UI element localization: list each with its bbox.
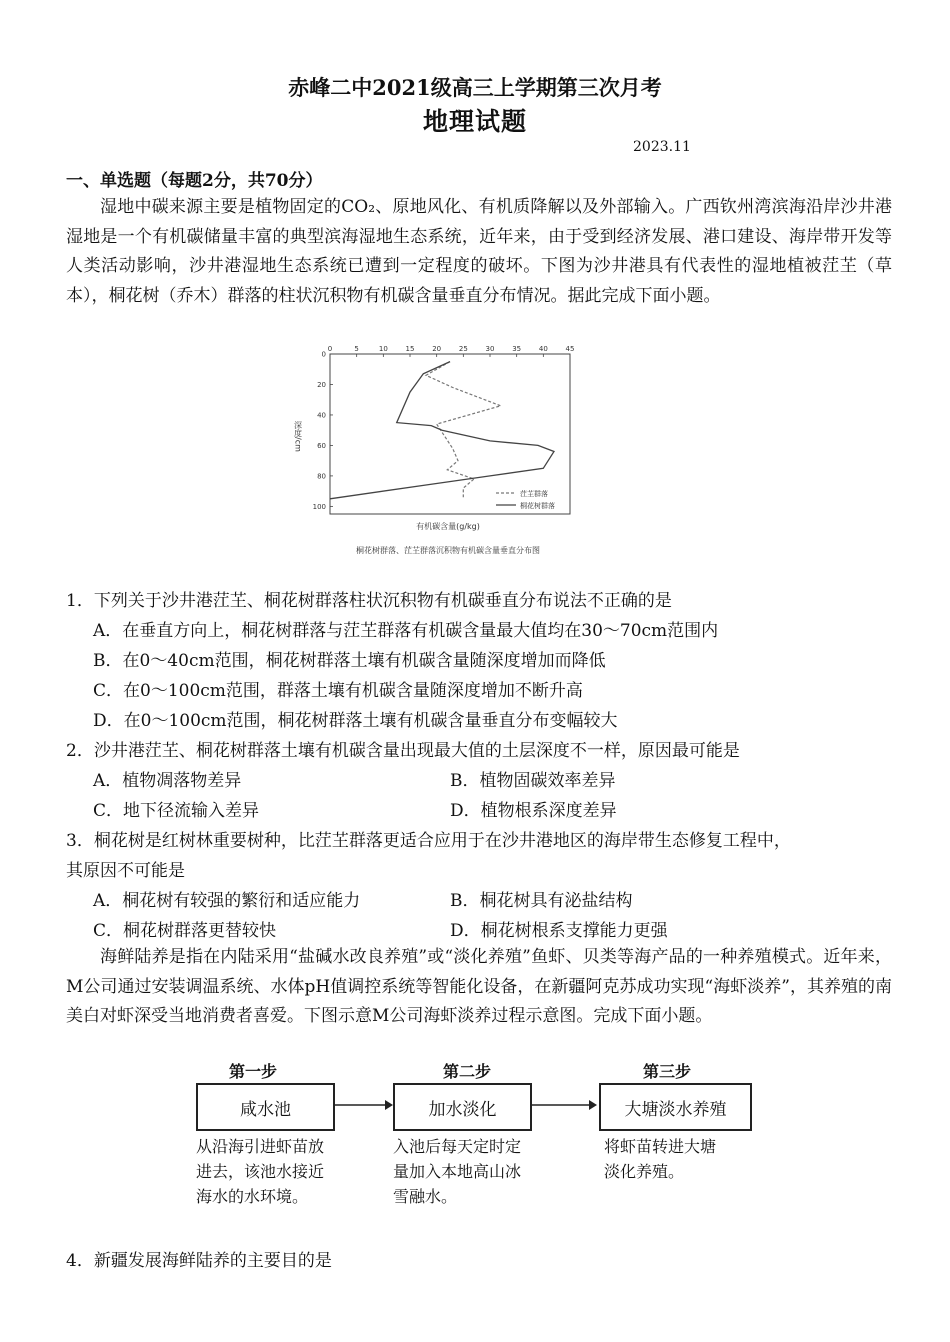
question-4-stem: 4．新疆发展海鲜陆养的主要目的是 — [66, 1251, 332, 1271]
question-3-option-b: B．桐花树具有泌盐结构 — [450, 891, 633, 911]
y-axis-label: 深度/cm — [293, 421, 303, 452]
y-tick-label: 0 — [321, 350, 326, 359]
organic-carbon-chart — [290, 343, 580, 563]
step-3-box — [599, 1083, 752, 1131]
section-heading: 一、单选题（每题2分，共70分） — [66, 171, 323, 191]
question-3-option-c: C．桐花树群落更替较快 — [93, 921, 277, 941]
step-1-label: 第一步 — [229, 1062, 278, 1081]
chart-legend — [496, 489, 555, 510]
x-tick-label: 35 — [512, 345, 522, 353]
question-3-stem-line2: 其原因不可能是 — [66, 861, 185, 881]
step-1-box-text: 咸水池 — [240, 1099, 291, 1120]
step-1-box — [196, 1083, 335, 1131]
question-1-option-a: A．在垂直方向上，桐花树群落与茳芏群落有机碳含量最大值均在30～70cm范围内 — [93, 621, 719, 641]
question-1-option-d: D．在0～100cm范围，桐花树群落土壤有机碳含量垂直分布变幅较大 — [93, 711, 618, 731]
question-1-option-c: C．在0～100cm范围，群落土壤有机碳含量随深度增加不断升高 — [93, 681, 583, 701]
question-3-stem-line1: 3．桐花树是红树林重要树种，比茳芏群落更适合应用于在沙井港地区的海岸带生态修复工程中， — [66, 831, 791, 851]
y-tick-label: 40 — [317, 411, 326, 420]
x-tick-label: 10 — [378, 345, 388, 353]
step-3-description: 将虾苗转进大塘 淡化养殖。 — [604, 1137, 717, 1181]
question-1-option-b: B．在0～40cm范围，桐花树群落土壤有机碳含量随深度增加而降低 — [93, 651, 606, 671]
x-tick-label: 15 — [405, 345, 415, 353]
question-1-stem: 1．下列关于沙井港茳芏、桐花树群落柱状沉积物有机碳垂直分布说法不正确的是 — [66, 591, 672, 611]
step-3-box-text: 大塘淡水养殖 — [624, 1099, 727, 1120]
question-2-option-a: A．植物凋落物差异 — [93, 771, 242, 791]
exam-date: 2023.11 — [633, 139, 691, 155]
passage-seafood-farming: 海鲜陆养是指在内陆采用“盐碱水改良养殖”或“淡化养殖”鱼虾、贝类等海产品的一种养殖模式。近年来，M公司通过安装调温系统、水体pH值调控系统等智能化设备，在新疆阿克苏成功实现“海虾淡养”，其养殖的南美白对虾深受当地消费者喜爱。下图示意M公司海虾淡养过程示意图。完成下面小题。 — [66, 947, 892, 1026]
step-1-description: 从沿海引进虾苗放 进去，该池水接近 海水的水环境。 — [196, 1137, 325, 1206]
series-line-jiangdu — [426, 362, 501, 498]
question-2-option-b: B．植物固碳效率差异 — [450, 771, 616, 791]
step-2-box-text: 加水淡化 — [428, 1099, 497, 1120]
y-tick-label: 80 — [317, 472, 326, 481]
passage-wetland: 湿地中碳来源主要是植物固定的CO₂、原地风化、有机质降解以及外部输入。广西钦州湾滨海沿岸沙井港湿地是一个有机碳储量丰富的典型滨海湿地生态系统，近年来，由于受到经济发展、港口建设、海岸带开发等人类活动影响，沙井港湿地生态系统已遭到一定程度的破坏。下图为沙井港具有代表性的湿地植被茳芏（草本），桐花树（乔木）群落的柱状沉积物有机碳含量垂直分布情况。据此完成下面小题。 — [66, 197, 892, 306]
x-tick-label: 0 — [327, 345, 333, 353]
step-3-label: 第三步 — [643, 1062, 692, 1081]
question-2-option-d: D．植物根系深度差异 — [450, 801, 617, 821]
question-3-option-a: A．桐花树有较强的繁衍和适应能力 — [93, 891, 361, 911]
arrow-step1-to-step2 — [333, 1097, 395, 1113]
y-tick-label: 60 — [317, 441, 326, 450]
chart-caption: 桐花树群落、茳芏群落沉积物有机碳含量垂直分布图 — [356, 546, 540, 555]
x-tick-label: 30 — [485, 345, 495, 353]
legend-item-tonghuashu: 桐花树群落 — [520, 502, 555, 510]
subject-title: 地理试题 — [422, 107, 527, 136]
question-3-option-d: D．桐花树根系支撑能力更强 — [450, 921, 668, 941]
question-2-option-c: C．地下径流输入差异 — [93, 801, 260, 821]
x-tick-label: 45 — [565, 345, 575, 353]
legend-item-jiangdu: 茳芏群落 — [520, 490, 548, 498]
x-tick-label: 5 — [354, 345, 359, 353]
x-tick-label: 40 — [538, 345, 548, 353]
y-tick-label: 100 — [312, 502, 326, 511]
arrow-step2-to-step3 — [530, 1097, 600, 1113]
step-2-label: 第二步 — [443, 1062, 492, 1081]
step-2-box — [393, 1083, 532, 1131]
y-tick-label: 20 — [317, 380, 326, 389]
x-tick-label: 20 — [432, 345, 442, 353]
x-tick-label: 25 — [458, 345, 468, 353]
step-2-description: 入池后每天定时定 量加入本地高山冰 雪融水。 — [393, 1137, 522, 1206]
question-2-stem: 2．沙井港茳芏、桐花树群落土壤有机碳含量出现最大值的土层深度不一样，原因最可能是 — [66, 741, 740, 761]
exam-title: 赤峰二中2021级高三上学期第三次月考 — [288, 75, 662, 100]
x-axis-label: 有机碳含量(g/kg) — [416, 522, 480, 531]
